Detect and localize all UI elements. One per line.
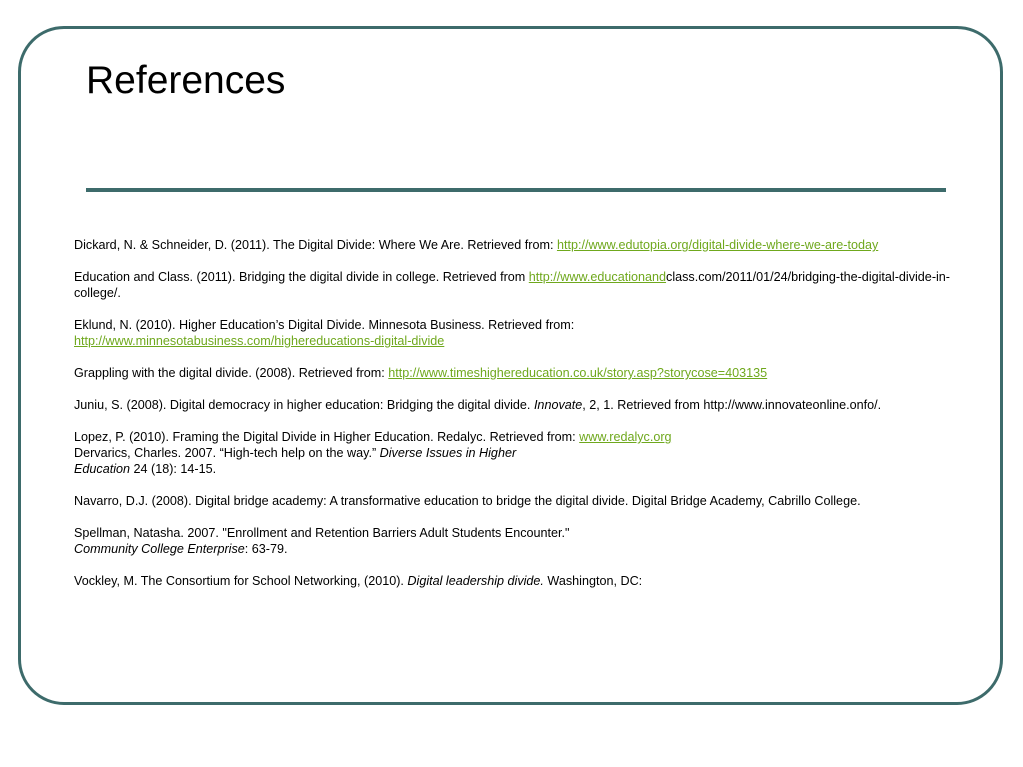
reference-text-tail: class.com/2011/01/24/bridging-the-digital-divide-in-college/.: [74, 270, 951, 300]
reference-link[interactable]: http://www.edutopia.org/digital-divide-where-we-are-today: [556, 238, 879, 252]
reference-text: Navarro, D.J. (2008). Digital bridge academy: A transformative education to bridge the digital divide. Digital Bridge Academy, Cabrillo College.: [74, 494, 861, 508]
slide-title: References: [86, 59, 286, 102]
reference-text-tail: , 2, 1. Retrieved from http://www.innovateonline.onfo/.: [582, 398, 882, 412]
reference-italic: Digital leadership divide.: [407, 574, 544, 588]
reference-text: Eklund, N. (2010). Higher Education’s Digital Divide. Minnesota Business. Retrieved from:: [74, 318, 575, 332]
reference-item: [74, 429, 964, 445]
reference-italic: Diverse Issues in Higher Education: [74, 446, 517, 476]
reference-link[interactable]: http://www.timeshighereducation.co.uk/story.asp?storycose=403135: [388, 366, 768, 380]
reference-text: Dervarics, Charles. 2007. “High-tech help on the way.”: [74, 446, 380, 460]
reference-text-tail: 24 (18): 14-15.: [130, 462, 217, 476]
reference-italic: Innovate: [533, 398, 583, 412]
reference-item: [74, 397, 964, 413]
reference-text: Education and Class. (2011). Bridging the digital divide in college. Retrieved from: [74, 270, 529, 284]
reference-item: [74, 365, 964, 381]
reference-text-tail: : 63-79.: [244, 542, 288, 556]
reference-item: [74, 237, 964, 253]
reference-item: [74, 573, 964, 589]
reference-item: [74, 269, 964, 301]
reference-text: Dickard, N. & Schneider, D. (2011). The Digital Divide: Where We Are. Retrieved from:: [74, 238, 557, 252]
reference-text: Vockley, M. The Consortium for School Networking, (2010).: [74, 574, 408, 588]
reference-item: [74, 317, 964, 349]
reference-text: Grappling with the digital divide. (2008). Retrieved from:: [74, 366, 389, 380]
reference-link[interactable]: www.redalyc.org: [579, 430, 672, 444]
reference-text: Spellman, Natasha. 2007. "Enrollment and Retention Barriers Adult Students Encounter.": [74, 526, 570, 540]
reference-italic: Community College Enterprise: [74, 542, 245, 556]
title-divider: [86, 188, 946, 192]
reference-item: [74, 525, 964, 557]
reference-item: [74, 493, 964, 509]
reference-link[interactable]: http://www.educationand: [528, 270, 667, 284]
reference-link[interactable]: http://www.minnesotabusiness.com/highereducations-digital-divide: [74, 334, 445, 348]
reference-text: Lopez, P. (2010). Framing the Digital Divide in Higher Education. Redalyc. Retrieved from:: [74, 430, 580, 444]
reference-list: [74, 237, 964, 605]
reference-text-tail: Washington, DC:: [543, 574, 643, 588]
reference-text: Juniu, S. (2008). Digital democracy in higher education: Bridging the digital divide.: [74, 398, 534, 412]
reference-item: [74, 445, 574, 477]
